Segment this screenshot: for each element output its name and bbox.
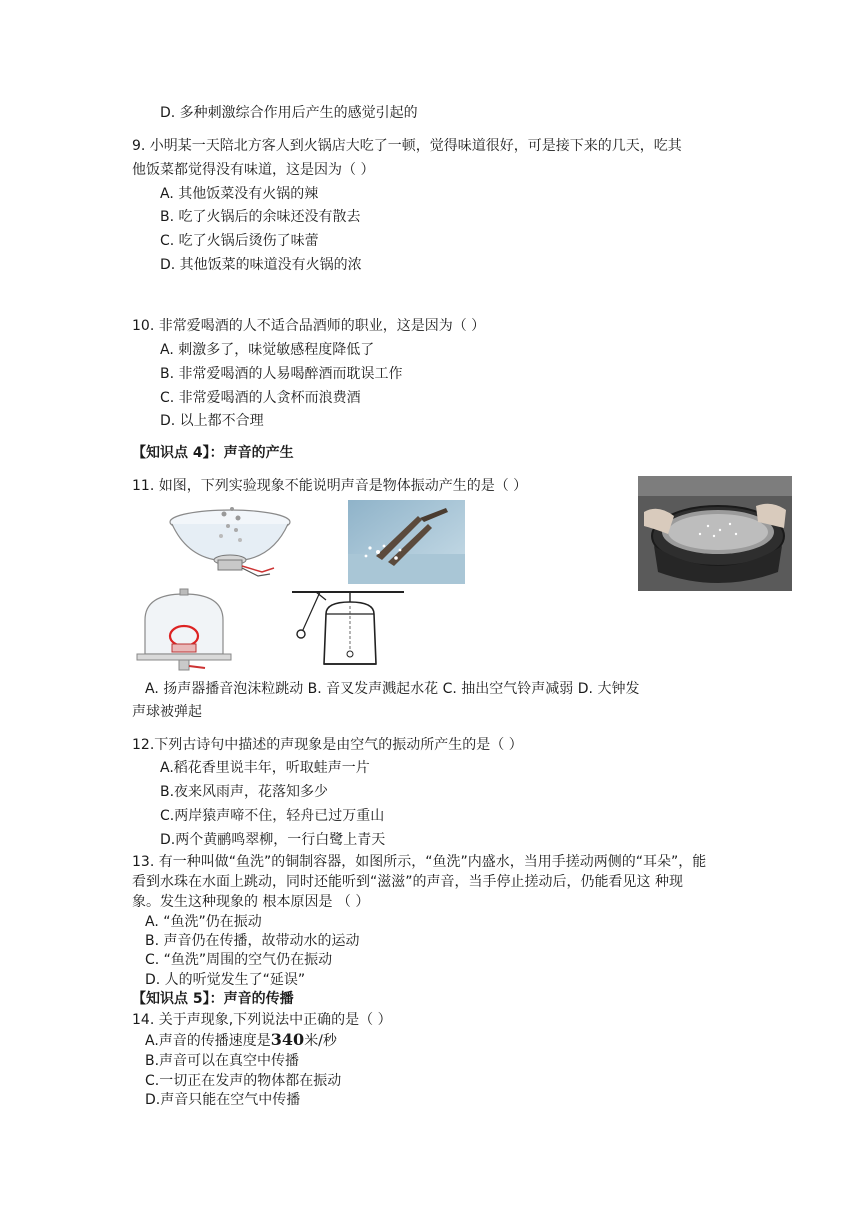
q11-options-line2: 声球被弹起 — [132, 704, 202, 720]
q12-option-b: B.夜来风雨声，花落知多少 — [160, 784, 329, 800]
q9-option-a: A. 其他饭菜没有火锅的辣 — [160, 186, 319, 202]
knowledge-point-5-heading: 【知识点 5】：声音的传播 — [132, 991, 294, 1007]
pendulum-bell-figure — [290, 588, 406, 674]
q13-option-c: C. “鱼洗”周围的空气仍在振动 — [145, 952, 333, 968]
q13-stem-line3: 象。发生这种现象的 根本原因是 （ ） — [132, 894, 370, 910]
q14-stem: 14. 关于声现象,下列说法中正确的是（ ） — [132, 1012, 392, 1028]
tuning-fork-water-figure — [348, 500, 465, 584]
q13-option-a: A. “鱼洗”仍在振动 — [145, 914, 262, 930]
q10-option-c: C. 非常爱喝酒的人贪杯而浪费酒 — [160, 390, 361, 406]
q10-option-a: A. 刺激多了，味觉敏感程度降低了 — [160, 342, 375, 358]
q9-option-b: B. 吃了火锅后的余味还没有散去 — [160, 209, 361, 225]
q12-option-d: D.两个黄鹂鸣翠柳，一行白鹭上青天 — [160, 832, 386, 848]
q13-option-d: D. 人的听觉发生了“延误” — [145, 972, 306, 988]
q13-stem-line1: 13. 有一种叫做“鱼洗”的铜制容器，如图所示，“鱼洗”内盛水，当用手搓动两侧的“耳朵”，能 — [132, 854, 707, 870]
q10-option-d: D. 以上都不合理 — [160, 413, 264, 429]
q11-options-line1: A. 扬声器播音泡沫粒跳动 B. 音叉发声溅起水花 C. 抽出空气铃声减弱 D. 大钟发 — [145, 681, 640, 697]
q14-option-b: B.声音可以在真空中传播 — [145, 1053, 300, 1069]
q12-stem: 12.下列古诗句中描述的声现象是由空气的振动所产生的是（ ） — [132, 737, 523, 753]
q10-stem: 10. 非常爱喝酒的人不适合品酒师的职业，这是因为（ ） — [132, 318, 486, 334]
q9-option-d: D. 其他饭菜的味道没有火锅的浓 — [160, 257, 362, 273]
q14-option-d: D.声音只能在空气中传播 — [145, 1092, 301, 1108]
q13-option-b: B. 声音仍在传播，故带动水的运动 — [145, 933, 360, 949]
q14-option-a — [145, 1031, 337, 1050]
q11-stem: 11. 如图，下列实验现象不能说明声音是物体振动产生的是（ ） — [132, 478, 528, 494]
fish-basin-photo-figure — [638, 476, 792, 591]
q14-option-a-prefix: A.声音的传播速度是 — [145, 1033, 271, 1049]
q12-option-c: C.两岸猿声啼不住，轻舟已过万重山 — [160, 808, 385, 824]
q14-option-a-number: 340 — [270, 1030, 305, 1049]
knowledge-point-4-heading: 【知识点 4】：声音的产生 — [132, 445, 294, 461]
q9-option-c: C. 吃了火锅后烫伤了味蕾 — [160, 233, 319, 249]
q10-option-b: B. 非常爱喝酒的人易喝醉酒而耽误工作 — [160, 366, 403, 382]
q14-option-c: C.一切正在发声的物体都在振动 — [145, 1073, 342, 1089]
speaker-foam-figure — [166, 500, 294, 580]
q12-option-a: A.稻花香里说丰年，听取蛙声一片 — [160, 760, 370, 776]
q14-option-a-suffix: 米/秒 — [304, 1033, 337, 1049]
q13-stem-line2: 看到水珠在水面上跳动，同时还能听到“滋滋”的声音，当手停止搓动后，仍能看见这 种现 — [132, 874, 683, 890]
q8-option-d: D. 多种刺激综合作用后产生的感觉引起的 — [160, 105, 418, 121]
bell-jar-clock-figure — [131, 588, 237, 674]
q9-stem-line1: 9. 小明某一天陪北方客人到火锅店大吃了一顿，觉得味道很好，可是接下来的几天，吃其 — [132, 138, 682, 154]
q9-stem-line2: 他饭菜都觉得没有味道，这是因为（ ） — [132, 162, 375, 178]
